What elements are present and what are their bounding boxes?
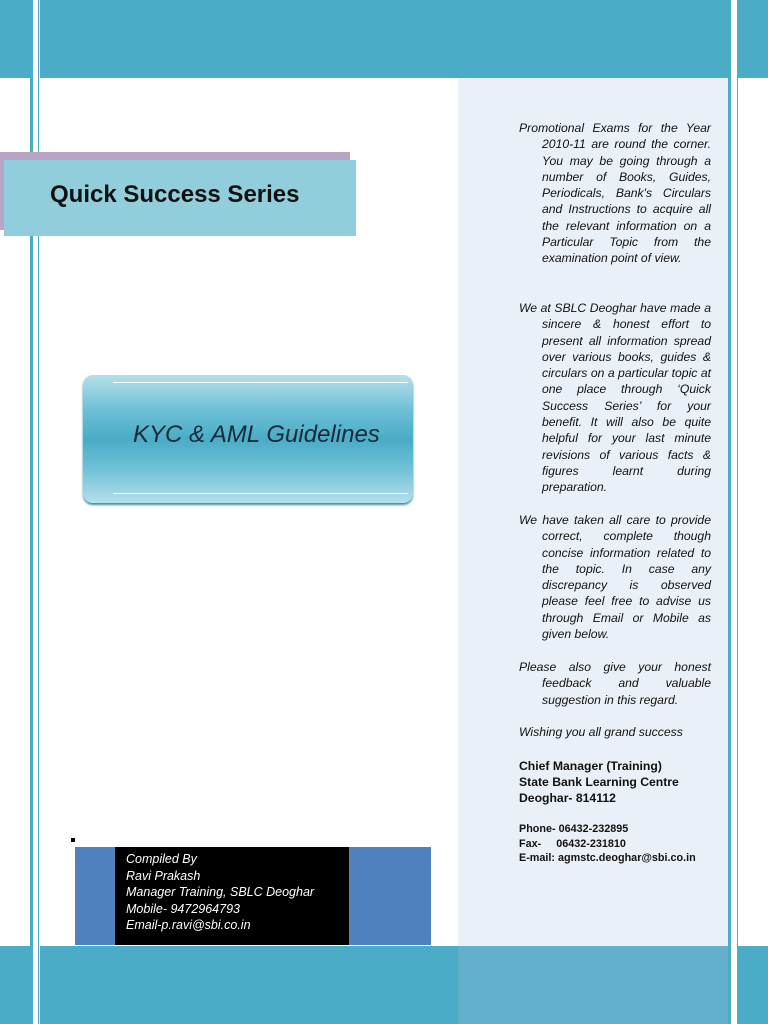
topic-box-bottom-rule: [113, 493, 408, 494]
compiled-by-line: Manager Training, SBLC Deoghar: [126, 885, 315, 899]
contact-fax: Fax- 06432-231810: [519, 838, 626, 850]
frame-line-right-inner: [737, 0, 738, 1024]
bottom-bar-right: [738, 946, 768, 1024]
compiled-by-box: [115, 847, 349, 945]
topic-title: KYC & AML Guidelines: [133, 421, 380, 448]
intro-closing: Wishing you all grand success: [519, 725, 683, 739]
topic-box-top-rule: [113, 382, 408, 383]
contact-phone: Phone- 06432-232895: [519, 823, 629, 835]
compiled-by-line: Mobile- 9472964793: [126, 901, 240, 916]
intro-paragraph: Promotional Exams for the Year 2010-11 are round the corner. You may be going through a number of Books, Guides, Periodicals, Bank's Circulars and Instructions to acquire all the relevant information on a Particular Topic from the examination point of view.: [519, 121, 711, 266]
compiled-by-line: Compiled By: [126, 852, 197, 866]
contact-city: Deoghar- 814112: [519, 791, 616, 805]
contact-designation: Chief Manager (Training): [519, 759, 662, 773]
top-bar-main: [40, 0, 728, 78]
top-bar-right: [738, 0, 768, 78]
intro-paragraph: We have taken all care to provide correct, complete though concise information related to the topic. In case any discrepancy is observed please feel free to advise us through Email or Mobile as given below.: [519, 513, 711, 642]
intro-paragraph: We at SBLC Deoghar have made a sincere & honest effort to present all information spread over various books, guides & circulars on a particular topic at one place through ‘Quick Success Series’ for your benefit. It will also be quite helpful for your last minute revisions of various facts & figures learnt during preparation.: [519, 301, 711, 495]
topic-box: [83, 375, 413, 503]
contact-email: E-mail: agmstc.deoghar@sbi.co.in: [519, 852, 696, 864]
bullet-mark: [71, 838, 75, 842]
intro-paragraph: Please also give your honest feedback and valuable suggestion in this regard.: [519, 660, 711, 707]
compiled-by-line: Email-p.ravi@sbi.co.in: [126, 918, 251, 932]
bottom-bar-left: [0, 946, 30, 1024]
bottom-bar-main: [40, 946, 458, 1024]
contact-org: State Bank Learning Centre: [519, 775, 679, 789]
top-bar-left: [0, 0, 30, 78]
frame-line-right: [728, 0, 731, 1024]
bottom-bar-panel: [458, 946, 728, 1024]
compiled-by-line: Ravi Prakash: [126, 868, 201, 883]
series-title: Quick Success Series: [50, 181, 300, 208]
